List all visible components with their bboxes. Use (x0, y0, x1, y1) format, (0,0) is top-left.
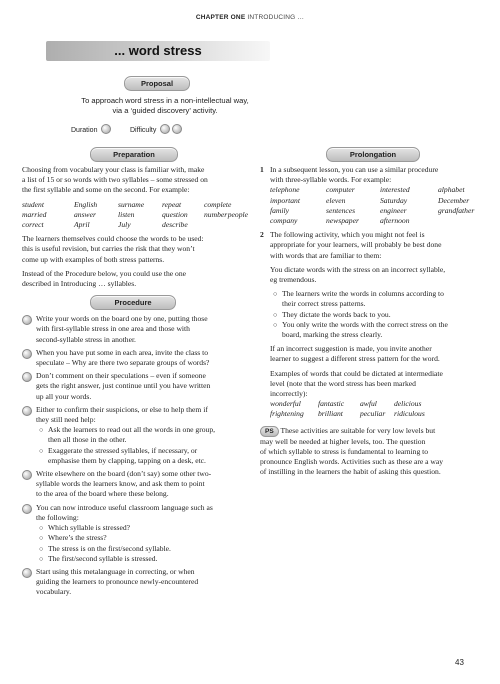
list-item: surname (118, 199, 145, 209)
list-item: April (74, 220, 90, 230)
step-bullet-icon (22, 406, 32, 416)
ps-badge: PS (260, 426, 279, 437)
left-column (22, 165, 254, 601)
procedure-substep: ○ Where’s the stress? (39, 533, 107, 543)
step-bullet-icon (22, 568, 32, 578)
preparation-note: The learners themselves could choose the words to be used: this is useful revision, but carries the risk that they won’t come up with examples of both stress patterns. (22, 234, 204, 264)
list-item: interested (380, 185, 410, 195)
step-bullet-icon (22, 349, 32, 359)
three-syllable-word-list (270, 185, 482, 226)
procedure-substep: ○ The first/second syllable is stressed. (39, 553, 158, 563)
list-item: wonderful (270, 399, 301, 409)
list-item: company (270, 216, 298, 226)
list-item: question (162, 209, 188, 219)
list-item: describe (162, 220, 188, 230)
procedure-step: Start using this metalanguage in correcting, or when guiding the learners to pronounce newly-encountered vocabulary. (22, 567, 254, 598)
difficulty-circle-icon (160, 124, 170, 134)
list-item: grandfather (438, 205, 475, 215)
list-item: July (118, 220, 131, 230)
circle-bullet-icon: ○ (39, 544, 44, 553)
step-bullet-icon (22, 372, 32, 382)
procedure-step: Don’t comment on their speculations – even if someone gets the right answer, just continue until you have written up all your words. (22, 371, 254, 402)
procedure-step: Write elsewhere on the board (don’t say) some other two- syllable words the learners know, and ask them to point to the area of the board where these belong. (22, 469, 254, 500)
list-item: peculiar (360, 409, 386, 419)
preparation-alternative: Instead of the Procedure below, you could use the one described in Introducing … syllables. (22, 268, 186, 289)
circle-bullet-icon: ○ (39, 534, 44, 543)
prolongation-substep: ○ The learners write the words in columns according to their correct stress patterns. (273, 289, 444, 309)
list-item: fantastic (318, 399, 345, 409)
list-item: family (270, 205, 289, 215)
list-item: December (438, 195, 470, 205)
proposal-line-2: via a ‘guided discovery’ activity. (112, 106, 218, 115)
difficulty-label: Difficulty (130, 127, 157, 134)
title-bar (46, 41, 270, 61)
prolongation-item-2: 2 The following activity, which you might not feel is appropriate for your learners, will probably be best done with words that are familiar to them: You dictate words with the stress on an incorrect syllable, eg tremendous. ○ The learners write the words in columns according to their correct stress patterns. ○ They dictate the words back to you. ○ You only write the words with the correct stress on the board, marking the stress clearly. If an incorrect suggestion is made, you invite another learner to suggest a different stress pattern for the word. Examples of words that could be dictated at intermediate level (note that the word stress has been marked incorrectly): wonderful fantastic awful delicious frightening brilliant peculiar ridiculous (260, 230, 482, 419)
procedure-substep: ○ Exaggerate the stressed syllables, if necessary, or emphasise them by clapping, tapping on a desk, etc. (39, 445, 206, 465)
prolongation-substep: ○ You only write the words with the correct stress on the board, marking the stress clearly. (273, 319, 448, 340)
list-item: awful (360, 399, 377, 409)
duration-circle-icon (101, 124, 111, 134)
difficulty-circle-icon (172, 124, 182, 134)
list-item: delicious (394, 399, 422, 409)
right-column (260, 165, 482, 481)
page-title: ... word stress (114, 43, 202, 58)
list-item: newspaper (326, 216, 359, 226)
dictate-instruction: You dictate words with the stress on an incorrect syllable, eg tremendous. (270, 264, 446, 285)
list-item: telephone (270, 185, 300, 195)
incorrect-stress-word-list (270, 399, 482, 419)
list-item: correct (22, 220, 44, 230)
prolongation-item-1: 1 In a subsequent lesson, you can use a similar procedure with three-syllable words. For example: telephone computer interested alphabet important eleven Saturday December family sentences engineer grandfather company newspaper afternoon (260, 165, 482, 226)
list-item: number (204, 209, 228, 219)
circle-bullet-icon: ○ (273, 290, 278, 299)
list-item: ridiculous (394, 409, 425, 419)
procedure-step: When you have put some in each area, invite the class to speculate – Why are there two separate groups of words? (22, 348, 254, 368)
examples-note: Examples of words that could be dictated at intermediate level (note that the word stress has been marked incorrectly): (270, 368, 443, 399)
list-item: answer (74, 209, 96, 219)
preparation-intro: Choosing from vocabulary your class is familiar with, make a list of 15 or so words with two syllables – some stressed on the first syllable and some on the second. For example: (22, 165, 208, 195)
page-number: 43 (455, 658, 464, 667)
procedure-step: Write your words on the board one by one, putting those with first-syllable stress in one area and those with second-syllable stress in another. (22, 314, 254, 345)
section-label: INTRODUCING … (247, 14, 305, 21)
list-item: computer (326, 185, 355, 195)
circle-bullet-icon: ○ (39, 524, 44, 533)
list-item: Saturday (380, 195, 408, 205)
step-bullet-icon (22, 315, 32, 325)
duration-rating (71, 124, 111, 134)
list-item: English (74, 199, 98, 209)
list-item: listen (118, 209, 135, 219)
circle-bullet-icon: ○ (39, 426, 44, 435)
incorrect-suggestion-note: If an incorrect suggestion is made, you invite another learner to suggest a different stress pattern for the word. (270, 344, 440, 364)
circle-bullet-icon: ○ (39, 554, 44, 563)
procedure-step: You can now introduce useful classroom language such as the following: ○ Which syllable is stressed? ○ Where’s the stress? ○ The stress is on the first/second syllable. ○ The first/second syllable is stressed. (22, 503, 254, 564)
list-item: people (227, 209, 248, 219)
ps-note: PS These activities are suitable for very low levels but may well be needed at higher levels, too. The question of which syllable to stress is fundamental to learning to pronounce English words. Activities such as these are a way of instilling in the learners the habit of asking this question. (260, 425, 444, 477)
proposal-line-1: To approach word stress in a non-intellectual way, (81, 96, 249, 105)
running-header (0, 14, 500, 21)
step-bullet-icon (22, 504, 32, 514)
list-item: complete (204, 199, 232, 209)
list-item: eleven (326, 195, 346, 205)
circle-bullet-icon: ○ (39, 446, 44, 455)
prolongation-substep: ○ They dictate the words back to you. (273, 309, 391, 319)
chapter-label: CHAPTER ONE (195, 14, 246, 21)
list-item: engineer (380, 205, 407, 215)
list-item: afternoon (380, 216, 410, 226)
proposal-heading: Proposal (124, 76, 190, 91)
two-syllable-word-list (22, 200, 254, 231)
list-item: married (22, 209, 47, 219)
list-item: brilliant (318, 409, 343, 419)
list-item: repeat (162, 199, 182, 209)
procedure-heading: Procedure (90, 295, 176, 310)
procedure-substep: ○ The stress is on the first/second syllable. (39, 543, 171, 553)
step-bullet-icon (22, 470, 32, 480)
list-item: frightening (270, 409, 304, 419)
procedure-substep: ○ Ask the learners to read out all the words in one group, then all those in the other. (39, 425, 216, 445)
list-item: sentences (326, 205, 356, 215)
duration-label: Duration (71, 127, 98, 134)
difficulty-rating (130, 124, 182, 134)
circle-bullet-icon: ○ (273, 310, 278, 319)
circle-bullet-icon: ○ (273, 320, 278, 329)
procedure-substep: ○ Which syllable is stressed? (39, 523, 131, 533)
procedure-step: Either to confirm their suspicions, or else to help them if they still need help: ○ Ask the learners to read out all the words in one group, then all those in the other. ○ Exaggerate the stressed syllables, if necessary, or emphasise them by clapping, tapping on a desk, etc. (22, 405, 254, 466)
list-item: important (270, 195, 300, 205)
prolongation-heading: Prolongation (326, 147, 420, 162)
list-item: student (22, 199, 44, 209)
list-item: alphabet (438, 185, 465, 195)
preparation-heading: Preparation (90, 147, 178, 162)
